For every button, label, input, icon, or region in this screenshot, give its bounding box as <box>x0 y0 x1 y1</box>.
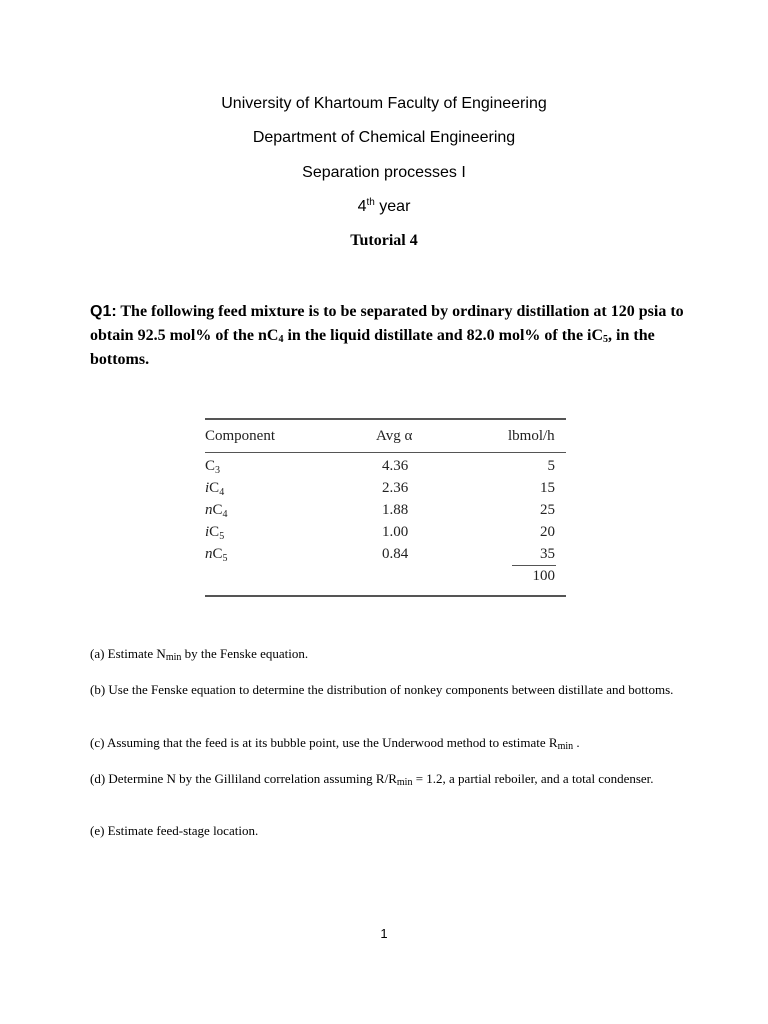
table-row-alpha: 4.36 <box>382 458 409 474</box>
table-header-rule <box>205 452 566 453</box>
table-row-flow: 25 <box>540 502 555 518</box>
question-1 <box>90 300 690 372</box>
table-row-component: $nC_4$ <box>205 502 228 520</box>
table-row-flow: 15 <box>540 480 555 496</box>
page-number: 1 <box>380 926 388 941</box>
table-row-flow: 20 <box>540 524 555 540</box>
table-row-component: $nC_5$ <box>205 546 228 564</box>
table-row-alpha: 1.88 <box>382 502 409 518</box>
table-row-component: $C_3$ <box>205 458 221 476</box>
table-bottom-rule <box>205 595 566 597</box>
tutorial-title: Tutorial 4 <box>350 232 418 249</box>
sum-rule <box>512 565 556 566</box>
table-row-flow: 35 <box>540 546 555 562</box>
question-sub-b: 5 <box>603 334 609 345</box>
part-d: (d) Determine N by the Gilliland correlation assuming $R/R_{min} = 1.2$, a partial reboiler, and a total condenser. <box>90 771 654 788</box>
part-b: (b) Use the Fenske equation to determine the distribution of nonkey components between distillate and bottoms. <box>90 682 674 697</box>
year-suffix: th <box>366 197 375 208</box>
table-row-alpha: 0.84 <box>382 546 409 562</box>
university-title: University of Khartoum Faculty of Engineering <box>221 95 547 112</box>
table-row-flow: 5 <box>547 458 555 474</box>
year-word: year <box>374 198 411 215</box>
year-number: 4 <box>357 198 367 215</box>
table-row-component: $iC_5$ <box>205 524 225 542</box>
table-row-component: $iC_4$ <box>205 480 225 498</box>
question-sub-a: 4 <box>278 334 284 345</box>
course-title: Separation processes I <box>302 164 466 181</box>
question-text-c: , in the bottoms. <box>90 327 655 368</box>
header-component: Component <box>205 428 275 444</box>
question-text-b: in the liquid distillate and 82.0 mol% of the iC <box>283 327 604 344</box>
part-a: (a) Estimate $N_{min}$ by the Fenske equation. <box>90 646 309 663</box>
part-c: (c) Assuming that the feed is at its bubble point, use the Underwood method to estimate $R_{min}$ . <box>90 735 580 752</box>
table-row-alpha: 2.36 <box>382 480 409 496</box>
part-e: (e) Estimate feed-stage location. <box>90 823 259 838</box>
table-row-alpha: 1.00 <box>382 524 409 540</box>
year-line <box>0 197 768 217</box>
question-label: Q1: <box>90 303 117 320</box>
department-title: Department of Chemical Engineering <box>252 129 516 146</box>
header-flow: lbmol/h <box>508 428 555 444</box>
question-text-a: The following feed mixture is to be separated by ordinary distillation at 120 psia to obtain 92.5 mol% of the nC <box>90 303 684 344</box>
table-total: 100 <box>532 568 555 584</box>
table-top-rule <box>205 418 566 420</box>
header-avg-alpha: Avg α <box>376 428 413 444</box>
